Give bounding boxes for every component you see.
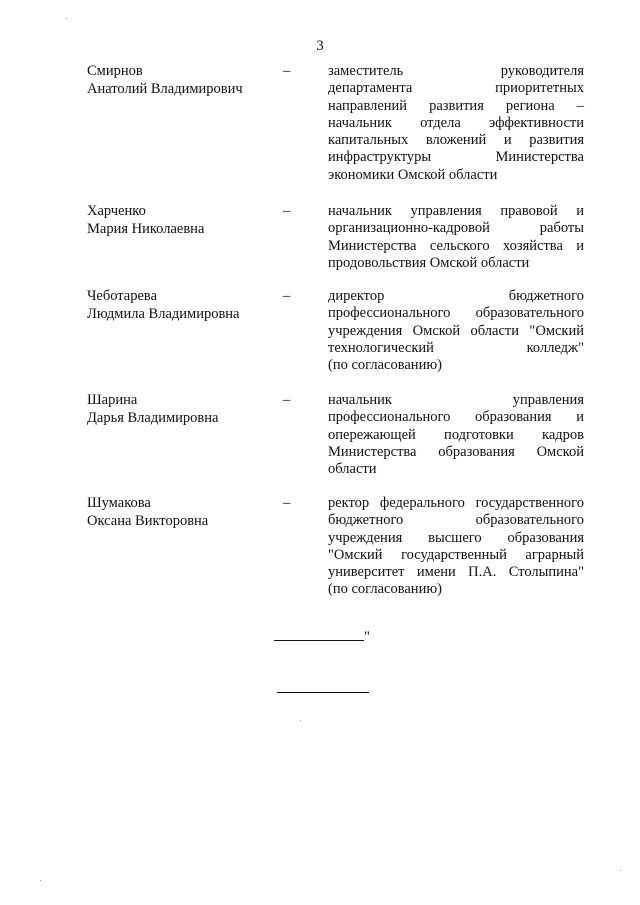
scan-speck (620, 870, 621, 871)
member-surname: Шумакова (87, 495, 151, 511)
separator-dash: – (283, 203, 291, 219)
position-line: начальник управления правовой и (328, 203, 584, 219)
position-line: (по согласованию) (328, 581, 442, 598)
member-name (87, 63, 277, 98)
position-line: области (328, 461, 377, 478)
member-surname: Харченко (87, 203, 146, 219)
member-name (87, 288, 277, 323)
separator-dash: – (283, 495, 291, 511)
position-line: инфраструктуры Министерства (328, 149, 584, 166)
position-line: университет имени П.А. Столыпина" (328, 564, 584, 581)
scan-speck (300, 720, 301, 721)
position-line: "Омский государственный аграрный (328, 546, 584, 563)
member-given-names: Оксана Викторовна (87, 512, 209, 529)
position-line: департамента приоритетных (328, 80, 584, 97)
member-given-names: Дарья Владимировна (87, 409, 219, 426)
scan-speck (66, 18, 67, 19)
closing-rule (274, 628, 364, 641)
separator-dash: – (283, 63, 291, 79)
member-name (87, 392, 277, 427)
member-position (328, 288, 584, 374)
separator-dash: – (283, 392, 291, 408)
member-surname: Смирнов (87, 63, 143, 79)
position-line: технологический колледж" (328, 339, 584, 356)
position-line: организационно-кадровой работы (328, 220, 584, 237)
position-line: экономики Омской области (328, 166, 498, 183)
position-line: учреждения высшего образования (328, 529, 584, 546)
position-line: продовольствия Омской области (328, 254, 530, 271)
position-line: Министерства сельского хозяйства и (328, 237, 584, 254)
closing-quote: " (364, 629, 370, 645)
member-given-names: Анатолий Владимирович (87, 80, 243, 97)
position-line: учреждения Омской области "Омский (328, 322, 584, 339)
position-line: (по согласованию) (328, 357, 442, 374)
member-position (328, 392, 584, 478)
position-line: начальник управления (328, 392, 584, 408)
member-given-names: Людмила Владимировна (87, 305, 240, 322)
member-position (328, 495, 584, 599)
member-surname: Шарина (87, 392, 138, 408)
member-given-names: Мария Николаевна (87, 220, 205, 237)
position-line: заместитель руководителя (328, 63, 584, 79)
position-line: капитальных вложений и развития (328, 132, 584, 149)
position-line: директор бюджетного (328, 288, 584, 304)
scan-speck (40, 880, 41, 881)
position-line: опережающей подготовки кадров (328, 426, 584, 443)
position-line: профессионального образования и (328, 409, 584, 426)
position-line: Министерства образования Омской (328, 443, 584, 460)
separator-dash: – (283, 288, 291, 304)
position-line: бюджетного образовательного (328, 512, 584, 529)
position-line: профессионального образовательного (328, 305, 584, 322)
position-line: начальник отдела эффективности (328, 114, 584, 131)
position-line: ректор федерального государственного (328, 495, 584, 511)
end-rule (277, 692, 369, 693)
member-position (328, 203, 584, 272)
page-number: 3 (316, 38, 324, 54)
closing-line (274, 628, 370, 645)
member-position (328, 63, 584, 184)
member-surname: Чеботарева (87, 288, 158, 304)
position-line: направлений развития региона – (328, 97, 584, 114)
member-name (87, 495, 277, 530)
member-name (87, 203, 277, 238)
